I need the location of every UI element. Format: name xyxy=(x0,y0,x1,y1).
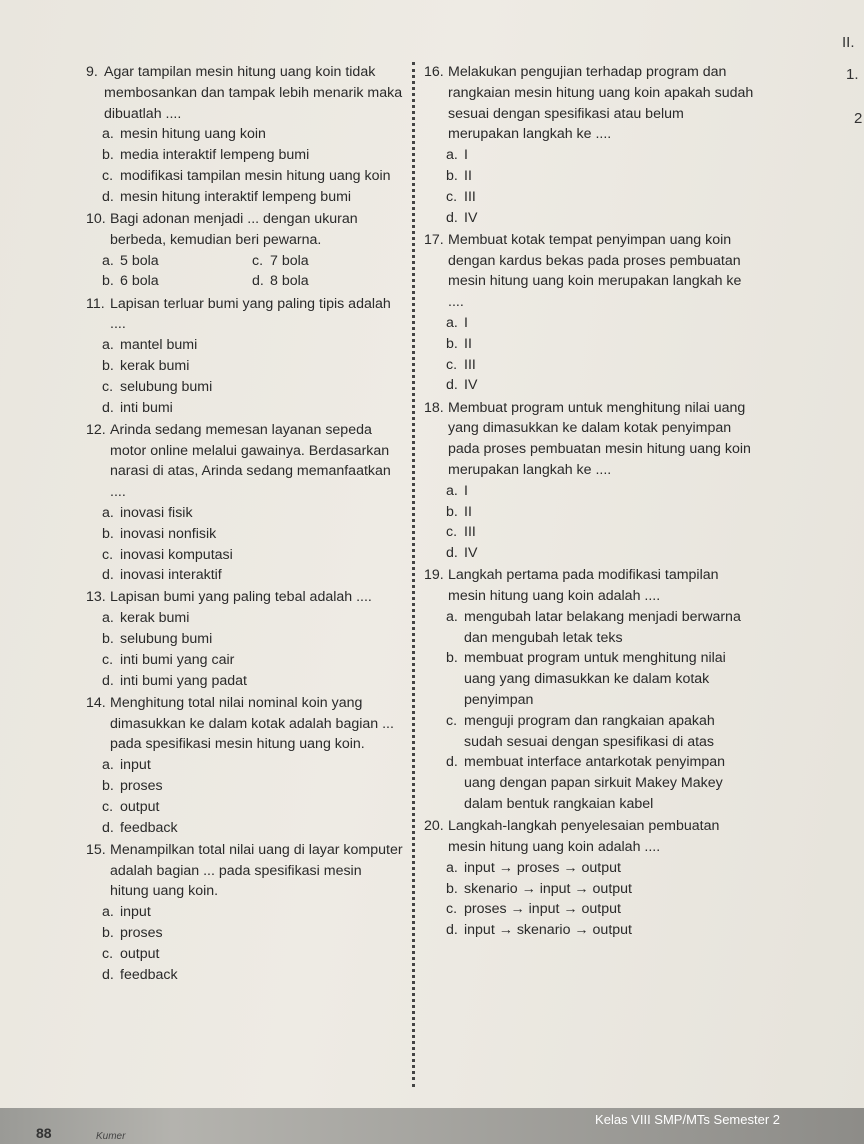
option-b: b. II xyxy=(446,335,472,352)
option-a: a. I xyxy=(446,482,468,499)
question-number: 11. xyxy=(86,295,105,312)
option-c: c. menguji program dan rangkaian apakah sudah sesuai dengan spesifikasi di atas xyxy=(446,712,715,750)
option-b: b. 6 bola xyxy=(102,273,159,290)
option-a: a. mantel bumi xyxy=(102,337,198,354)
option-d: d. IV xyxy=(446,545,478,562)
question-stem: Membuat kotak tempat penyimpan uang koin dengan kardus bekas pada proses pembuatan mesin hitung uang koin merupakan langkah ke .... xyxy=(448,231,742,311)
margin-note-2: 2 xyxy=(854,110,863,127)
question-9 xyxy=(86,62,404,208)
question-number: 9. xyxy=(86,64,98,80)
question-17 xyxy=(424,230,756,396)
option-d: d. feedback xyxy=(102,966,178,983)
option-b: b. selubung bumi xyxy=(102,631,213,648)
question-number: 17. xyxy=(424,231,444,248)
option-c: c. selubung bumi xyxy=(102,378,213,395)
option-a: a. mengubah latar belakang menjadi berwarna dan mengubah letak teks xyxy=(446,608,741,646)
margin-note-roman: II. xyxy=(842,34,855,51)
option-d: d. IV xyxy=(446,209,478,226)
option-d: d. inti bumi yang padat xyxy=(102,672,247,689)
option-a: a. input → proses → output xyxy=(446,859,621,876)
option-b: b. proses xyxy=(102,925,163,942)
option-d: d. IV xyxy=(446,377,478,394)
option-a: a. input xyxy=(102,757,151,774)
option-c: c. III xyxy=(446,524,476,541)
column-divider xyxy=(412,62,415,1087)
option-c: c. III xyxy=(446,356,476,373)
option-c: c. output xyxy=(102,798,160,815)
question-number: 20. xyxy=(424,818,444,835)
question-13 xyxy=(86,587,404,691)
question-number: 12. xyxy=(86,421,106,438)
option-b: b. membuat program untuk menghitung nilai uang yang dimasukkan ke dalam kotak penyimpan xyxy=(446,650,726,709)
option-a: a. I xyxy=(446,314,468,331)
option-d: d. mesin hitung interaktif lempeng bumi xyxy=(102,188,352,205)
question-number: 16. xyxy=(424,64,444,80)
option-a: a. mesin hitung uang koin xyxy=(102,126,266,143)
option-b: b. II xyxy=(446,167,472,184)
option-d: d. inovasi interaktif xyxy=(102,567,222,584)
option-c: c. inovasi komputasi xyxy=(102,546,233,563)
question-number: 18. xyxy=(424,399,444,416)
question-stem: Menampilkan total nilai uang di layar komputer adalah bagian ... pada spesifikasi mesin hitung uang koin. xyxy=(110,841,403,900)
question-16 xyxy=(424,62,756,228)
question-stem: Agar tampilan mesin hitung uang koin tidak membosankan dan tampak lebih menarik maka dibuatlah .... xyxy=(104,64,403,122)
question-number: 10. xyxy=(86,210,106,227)
question-stem: Membuat program untuk menghitung nilai uang yang dimasukkan ke dalam kotak penyimpan pada proses pembuatan mesin hitung uang koin merupakan langkah ke .... xyxy=(448,399,751,478)
brand-label: Kumer xyxy=(96,1131,126,1142)
option-a: a. inovasi fisik xyxy=(102,504,193,521)
question-10 xyxy=(86,209,404,292)
question-stem: Langkah pertama pada modifikasi tampilan mesin hitung uang koin adalah .... xyxy=(448,567,719,605)
question-14 xyxy=(86,693,404,839)
option-c: c. inti bumi yang cair xyxy=(102,651,235,668)
page-number: 88 xyxy=(36,1125,52,1141)
question-18 xyxy=(424,398,756,564)
question-stem: Bagi adonan menjadi ... dengan ukuran berbeda, kemudian beri pewarna. xyxy=(110,210,358,248)
right-column xyxy=(424,62,756,942)
question-stem: Arinda sedang memesan layanan sepeda motor online melalui gawainya. Berdasarkan narasi di atas, Arinda sedang memanfaatkan .... xyxy=(110,421,391,501)
option-b: b. II xyxy=(446,503,472,520)
option-a: a. kerak bumi xyxy=(102,610,190,627)
question-11 xyxy=(86,294,404,419)
option-b: b. skenario → input → output xyxy=(446,880,632,897)
margin-note-1: 1. xyxy=(846,66,859,83)
option-b: b. proses xyxy=(102,778,163,795)
option-b: b. media interaktif lempeng bumi xyxy=(102,147,310,164)
question-number: 13. xyxy=(86,589,106,606)
option-a: a. I xyxy=(446,147,468,164)
question-number: 19. xyxy=(424,567,444,584)
question-stem: Lapisan terluar bumi yang paling tipis adalah .... xyxy=(110,295,391,333)
option-a: a. 5 bola xyxy=(102,252,159,269)
footer-title: Kelas VIII SMP/MTs Semester 2 xyxy=(595,1112,780,1127)
option-c: c. proses → input → output xyxy=(446,901,621,918)
option-d: d. feedback xyxy=(102,819,178,836)
option-c: c. modifikasi tampilan mesin hitung uang koin xyxy=(102,167,391,184)
option-d: d. membuat interface antarkotak penyimpan uang dengan papan sirkuit Makey Makey dalam bentuk rangkaian kabel xyxy=(446,754,726,813)
question-number: 15. xyxy=(86,841,106,858)
option-c: c. output xyxy=(102,945,160,962)
question-15 xyxy=(86,840,404,986)
question-20 xyxy=(424,816,756,941)
option-b: b. kerak bumi xyxy=(102,357,190,374)
question-number: 14. xyxy=(86,694,106,711)
question-stem: Langkah-langkah penyelesaian pembuatan mesin hitung uang koin adalah .... xyxy=(448,818,720,856)
question-stem: Menghitung total nilai nominal koin yang dimasukkan ke dalam kotak adalah bagian ... pada spesifikasi mesin hitung uang koin. xyxy=(110,694,394,753)
option-c: c. 7 bola xyxy=(252,252,309,269)
option-a: a. input xyxy=(102,904,151,921)
question-stem: Lapisan bumi yang paling tebal adalah .... xyxy=(110,589,372,606)
question-19 xyxy=(424,565,756,815)
question-12 xyxy=(86,420,404,586)
option-d: d. input → skenario → output xyxy=(446,922,632,939)
question-stem: Melakukan pengujian terhadap program dan rangkaian mesin hitung uang koin apakah sudah sesuai dengan spesifikasi atau belum merupakan langkah ke .... xyxy=(448,64,754,143)
option-d: d. 8 bola xyxy=(252,273,309,290)
left-column xyxy=(86,62,404,987)
option-c: c. III xyxy=(446,188,476,205)
option-d: d. inti bumi xyxy=(102,399,173,416)
option-b: b. inovasi nonfisik xyxy=(102,525,217,542)
